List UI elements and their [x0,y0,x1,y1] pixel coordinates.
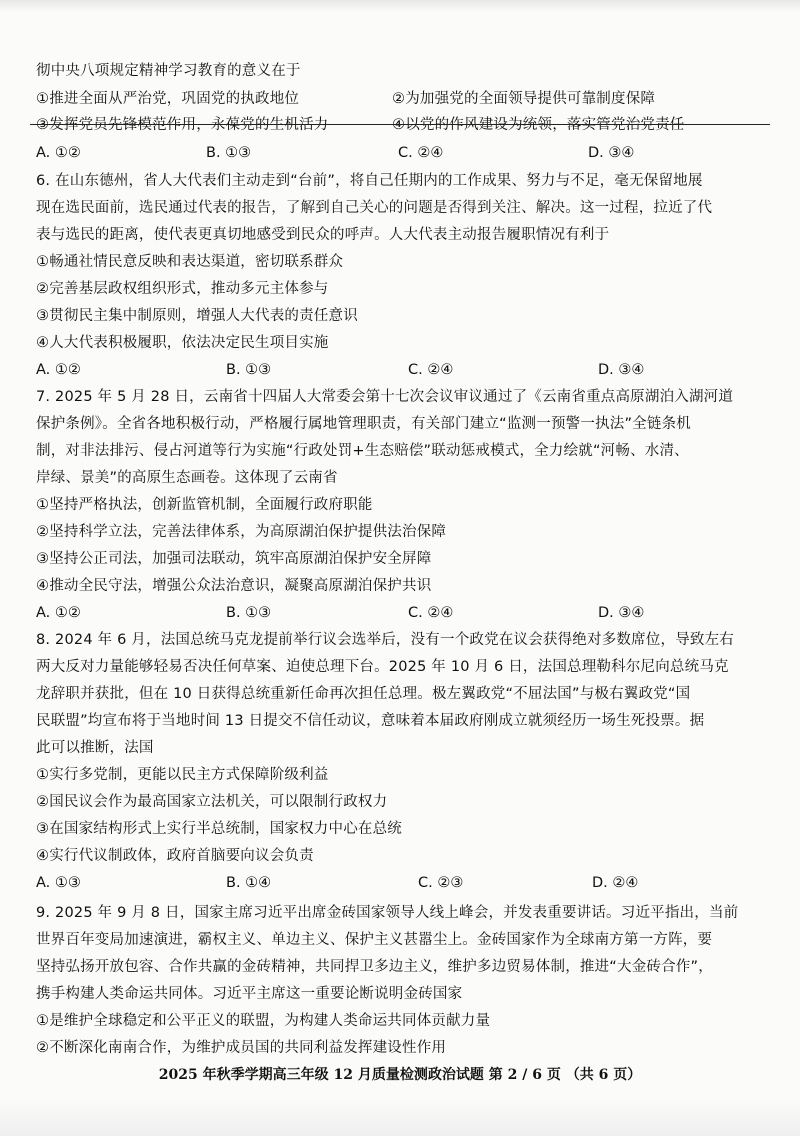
q7-stem-line: 岸绿、景美”的高原生态画卷。这体现了云南省 [36,470,338,486]
option-d: D. ③④ [598,605,645,621]
q6-options [36,361,756,379]
option-a: A. ①② [36,145,81,161]
q9-stem-line: 携手构建人类命运共同体。习近平主席这一重要论断说明金砖国家 [36,986,463,1002]
option-b: B. ①③ [226,362,272,378]
q9-statement-2: ②不断深化南南合作，为维护成员国的共同利益发挥建设性作用 [36,1040,447,1056]
scan-edge [0,1100,800,1136]
q8-statement-4: ④实行代议制政体，政府首脑要向议会负责 [36,848,314,864]
q7-statement-3: ③坚持公正司法，加强司法联动，筑牢高原湖泊保护安全屏障 [36,551,432,567]
option-c: C. ②④ [408,605,454,621]
q5-stem-tail: 彻中央八项规定精神学习教育的意义在于 [36,63,301,79]
q7-stem-line: 7. 2025 年 5 月 28 日，云南省十四届人大常委会第十七次会议审议通过了《云南省重点高原湖泊入湖河道 [36,389,734,405]
option-d: D. ③④ [588,145,635,161]
option-b: B. ①③ [226,605,272,621]
q6-stem-line: 现在选民面前，选民通过代表的报告，了解到自己关心的问题是否得到关注、解决。这一过程，拉近了代 [36,200,713,216]
q9-stem-line: 坚持弘扬开放包容、合作共赢的金砖精神，共同捍卫多边主义，维护多边贸易体制，推进“大金砖合作”， [36,959,713,975]
q8-stem-line: 两大反对力量能够轻易否决任何草案、迫使总理下台。2025 年 10 月 6 日，法国总理勒科尔尼向总统马克 [36,659,729,675]
option-b: B. ①④ [226,875,272,891]
q8-statement-3: ③在国家结构形式上实行半总统制，国家权力中心在总统 [36,821,402,837]
q6-statement-4: ④人大代表积极履职，依法决定民生项目实施 [36,335,329,351]
q8-stem-line: 龙辞职并获批，但在 10 日获得总统重新任命再次担任总理。极左翼政党“不屈法国”与极右翼政党“国 [36,686,691,702]
option-d: D. ③④ [598,362,645,378]
q6-statement-2: ②完善基层政权组织形式，推动多元主体参与 [36,281,329,297]
q8-statement-2: ②国民议会作为最高国家立法机关，可以限制行政权力 [36,794,388,810]
q8-stem-line: 此可以推断，法国 [36,740,154,756]
q5-statement-4: ④以党的作风建设为统领，落实管党治党责任 [392,117,685,133]
q7-statement-1: ①坚持严格执法，创新监管机制，全面履行政府职能 [36,497,373,513]
q9-stem-line: 9. 2025 年 9 月 8 日，国家主席习近平出席金砖国家领导人线上峰会，并发表重要讲话。习近平指出，当前 [36,905,739,921]
q5-options [36,144,756,162]
q8-stem-line: 8. 2024 年 6 月，法国总统马克龙提前举行议会选举后，没有一个政党在议会获得绝对多数席位，导致左右 [36,632,734,648]
q7-stem-line: 制，对非法排污、侵占河道等行为实施“行政处罚+生态赔偿”联动惩戒模式，全力绘就“河畅、水清、 [36,443,689,459]
q5-statement-2: ②为加强党的全面领导提供可靠制度保障 [392,91,656,107]
q8-statement-1: ①实行多党制，更能以民主方式保障阶级利益 [36,767,329,783]
option-a: A. ①② [36,605,81,621]
option-b: B. ①③ [206,145,252,161]
q6-stem-line: 表与选民的距离，使代表更真切地感受到民众的呼声。人大代表主动报告履职情况有利于 [36,227,610,243]
option-c: C. ②③ [418,875,464,891]
q6-statement-3: ③贯彻民主集中制原则，增强人大代表的责任意识 [36,308,358,324]
q7-statement-2: ②坚持科学立法，完善法律体系，为高原湖泊保护提供法治保障 [36,524,447,540]
q8-options [36,874,756,892]
option-a: A. ①③ [36,875,81,891]
q9-stem-line: 世界百年变局加速演进，霸权主义、单边主义、保护主义甚嚣尘上。金砖国家作为全球南方第一方阵，要 [36,932,713,948]
q7-stem-line: 保护条例》。全省各地积极行动，严格履行属地管理职责，有关部门建立“监测一预警一执法”全链条机 [36,416,691,432]
option-a: A. ①② [36,362,81,378]
q9-statement-1: ①是维护全球稳定和公平正义的联盟，为构建人类命运共同体贡献力量 [36,1013,491,1029]
page-footer: 2025 年秋季学期高三年级 12 月质量检测政治试题 第 2 / 6 页 （共 6 页） [158,1067,642,1083]
q6-statement-1: ①畅通社情民意反映和表达渠道，密切联系群众 [36,254,344,270]
q7-options [36,604,756,622]
q7-statement-4: ④推动全民守法，增强公众法治意识，凝聚高原湖泊保护共识 [36,578,432,594]
option-d: D. ②④ [592,875,639,891]
q6-stem-line: 6. 在山东德州，省人大代表们主动走到“台前”，将自己任期内的工作成果、努力与不足，毫无保留地展 [36,173,703,189]
option-c: C. ②④ [408,362,454,378]
scan-edge [0,0,800,12]
q8-stem-line: 民联盟”均宣布将于当地时间 13 日提交不信任动议，意味着本届政府刚成立就须经历一场生死投票。据 [36,713,705,729]
option-c: C. ②④ [398,145,444,161]
q5-statement-1: ①推进全面从严治党，巩固党的执政地位 [36,91,300,107]
q5-statement-3: ③发挥党员先锋模范作用，永葆党的生机活力 [36,117,329,133]
strike-line [30,124,770,125]
